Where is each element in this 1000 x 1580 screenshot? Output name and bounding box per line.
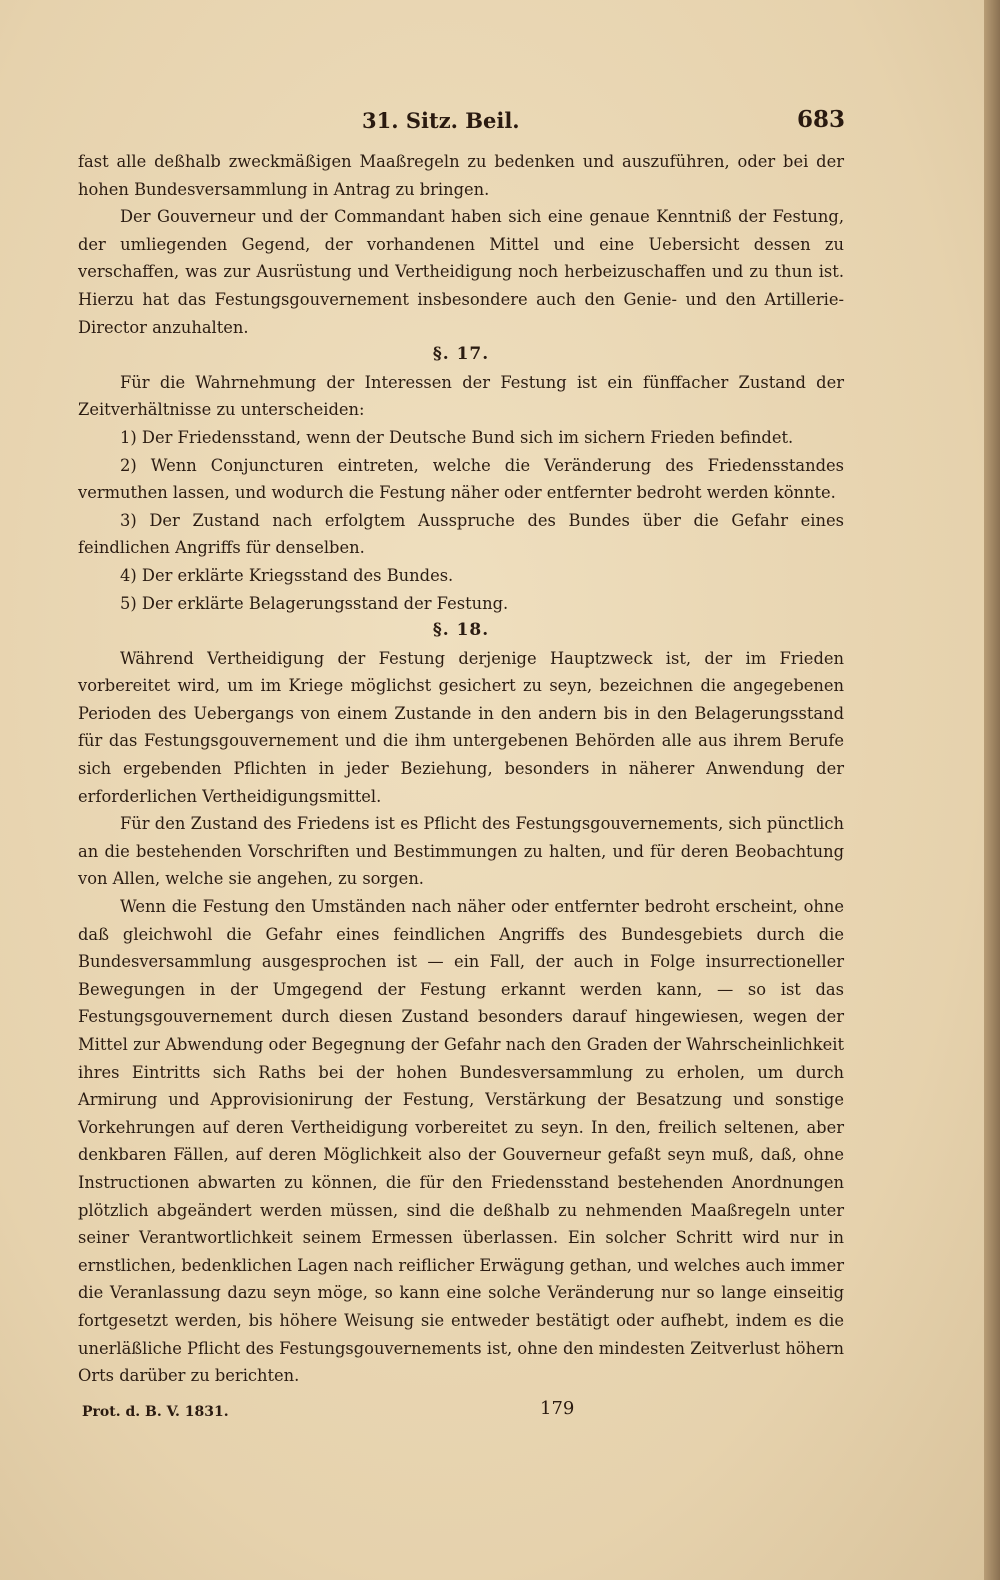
- page-footer: [82, 1398, 842, 1428]
- list-item: 2) Wenn Conjuncturen eintreten, welche die Veränderung des Friedensstandes vermuthen lassen, und wodurch die Festung näher oder entfernter bedroht werden könnte.: [78, 455, 844, 503]
- paragraph: Für die Wahrnehmung der Interessen der Festung ist ein fünffacher Zustand der Zeitverhältnisse zu unterscheiden:: [78, 372, 844, 420]
- list-item: 1) Der Friedensstand, wenn der Deutsche Bund sich im sichern Frieden befindet.: [120, 427, 794, 447]
- body-text: [78, 148, 844, 1390]
- section-heading: §. 18.: [432, 620, 490, 641]
- page-number: 683: [796, 106, 845, 133]
- paragraph: fast alle deßhalb zweckmäßigen Maaßregeln zu bedenken und auszuführen, oder bei der hohen Bundesversammlung in Antrag zu bringen.: [78, 152, 844, 199]
- section-heading: §. 17.: [432, 344, 490, 365]
- paragraph: Der Gouverneur und der Commandant haben sich eine genaue Kenntniß der Festung, der umliegenden Gegend, der vorhandenen Mittel und eine Uebersicht dessen zu verschaffen, was zur Ausrüstung und Vertheidigung noch herbeizuschaffen und zu thun ist. Hierzu hat das Festungsgouvernement insbesondere auch den Genie- und den Artillerie-Director anzuhalten.: [78, 207, 844, 337]
- list-item: 4) Der erklärte Kriegsstand des Bundes.: [120, 565, 454, 585]
- list-item: 3) Der Zustand nach erfolgtem Ausspruche des Bundes über die Gefahr eines feindlichen Angriffs für denselben.: [78, 510, 844, 558]
- page-edge: [984, 0, 1000, 1580]
- page-header: [80, 104, 845, 140]
- running-head: 31. Sitz. Beil.: [362, 108, 520, 133]
- footer-citation: Prot. d. B. V. 1831.: [82, 1404, 229, 1420]
- paragraph: Wenn die Festung den Umständen nach näher oder entfernter bedroht erscheint, ohne daß gleichwohl die Gefahr eines feindlichen Angriffs des Bundesgebiets durch die Bundesversammlung ausgesprochen ist — ein Fall, der auch in Folge insurrectioneller Bewegungen in der Umgegend der Festung erkannt werden kann, — so ist das Festungsgouvernement durch diesen Zustand besonders darauf hingewiesen, wegen der Mittel zur Abwendung oder Begegnung der Gefahr nach den Graden der Wahrscheinlichkeit ihres Eintritts sich Raths bei der hohen Bundesversammlung zu erholen, um durch Armirung und Approvisionirung der Festung, Verstärkung der Besatzung und sonstige Vorkehrungen auf deren Vertheidigung vorbereitet zu seyn. In den, freilich seltenen, aber denkbaren Fällen, auf deren Möglichkeit also der Gouverneur gefaßt seyn muß, daß, ohne Instructionen abwarten zu können, die für den Friedensstand bestehenden Anordnungen plötzlich abgeändert werden müssen, sind die deßhalb zu nehmenden Maaßregeln unter seiner Verantwortlichkeit seinem Ermessen überlassen. Ein solcher Schritt wird nur in ernstlichen, bedenklichen Lagen nach reiflicher Erwägung gethan, und welches auch immer die Veranlassung dazu seyn möge, so kann eine solche Veränderung nur so lange einseitig fortgesetzt werden, bis höhere Weisung sie entweder bestätigt oder aufhebt, indem es die unerläßliche Pflicht des Festungsgouvernements ist, ohne den mindesten Zeitverlust höhern Orts darüber zu berichten.: [78, 897, 844, 1386]
- signature-number: 179: [540, 1398, 575, 1419]
- paragraph: Während Vertheidigung der Festung derjenige Hauptzweck ist, der im Frieden vorbereitet wird, um im Kriege möglichst gesichert zu seyn, bezeichnen die angegebenen Perioden des Uebergangs von einem Zustande in den andern bis in den Belagerungsstand für das Festungsgouvernement und die ihm untergebenen Behörden alle aus ihrem Berufe sich ergebenden Pflichten in jeder Beziehung, besonders in näherer Anwendung der erforderlichen Vertheidigungsmittel.: [78, 648, 844, 806]
- paragraph: Für den Zustand des Friedens ist es Pflicht des Festungsgouvernements, sich pünctlich an die bestehenden Vorschriften und Bestimmungen zu halten, und für deren Beobachtung von Allen, welche sie angehen, zu sorgen.: [78, 814, 844, 889]
- list-item: 5) Der erklärte Belagerungsstand der Festung.: [120, 593, 509, 613]
